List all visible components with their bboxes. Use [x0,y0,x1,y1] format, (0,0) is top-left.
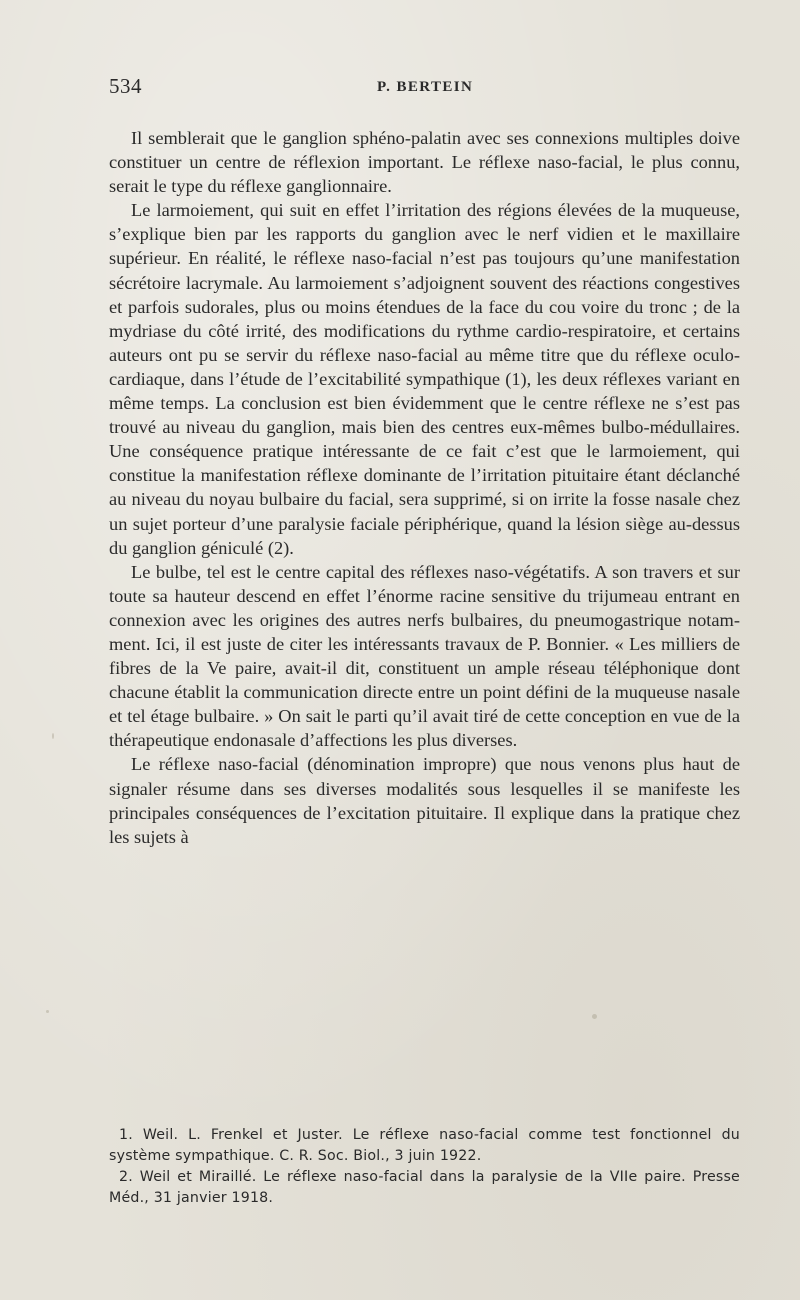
page-number: 534 [109,74,142,98]
paragraph-2: Le larmoiement, qui suit en effet l’irritation des régions élevées de la muqueuse, s’explique bien par les rapports du ganglion avec le nerf vidien et le maxillaire supérieur. En réalité, le réflexe naso-facial n’est pas toujours qu’une manifestation sécrétoire lacrymale. Au larmoiement s’adjoignent souvent des réactions congestives et parfois sudorales, plus ou moins étendues de la face du cou voire du tronc ; de la mydriase du côté irrité, des modifications du rythme cardio-respiratoire, et certains auteurs ont pu se servir du réflexe naso-facial au même titre que du réflexe oculo-cardiaque, dans l’étude de l’excitabilité sympathique (1), les deux réflexes variant en même temps. La conclusion est bien évidemment que le centre réflexe ne s’est pas trouvé au niveau du ganglion, mais bien des centres eux-mêmes bulbo-médullaires. Une conséquence pratique intéressante de ce fait c’est que le larmoiement, qui constitue la manifestation réflexe dominante de l’irritation pituitaire étant déclanché au niveau du noyau bulbaire du facial, sera supprimé, si on irrite la fosse nasale chez un sujet porteur d’une paralysie faciale périphérique, quand la lésion siège au-dessus du ganglion géniculé (2). [109,200,740,558]
paper-speck [46,1010,49,1013]
running-head: P. BERTEIN [377,79,474,95]
paper-speck [52,733,54,739]
paragraph-1: Il semblerait que le ganglion sphéno-palatin avec ses connexions multiples doive constituer un centre de réflexion important. Le réflexe naso-facial, le plus connu, serait le type du réflexe ganglionnaire. [109,128,740,197]
page-header [109,74,740,104]
footnote-2: 2. Weil et Miraillé. Le réflexe naso-facial dans la paralysie de la VIIe paire. Presse Méd., 31 janvier 1918. [109,1169,740,1206]
paragraph-4: Le réflexe naso-facial (dénomination impropre) que nous venons plus haut de signaler résume dans ses diverses modalités sous lesquelles il se manifeste les principales conséquences de l’excitation pituitaire. Il explique dans la pratique chez les sujets à [109,754,740,847]
paragraph-3: Le bulbe, tel est le centre capital des réflexes naso-végétatifs. A son travers et sur toute sa hauteur descend en effet l’énorme racine sensitive du trijumeau entrant en connexion avec les origines des autres nerfs bulbaires, du pneumogastrique notamment. Ici, il est juste de citer les intéressants travaux de P. Bonnier. « Les milliers de fibres de la Ve paire, avait-il dit, constituent un ample réseau téléphonique dont chacune établit la communication directe entre un point défini de la muqueuse nasale et tel étage bulbaire. » On sait le parti qu’il avait tiré de cette conception en vue de la thérapeutique endonasale d’affections les plus diverses. [109,561,740,751]
footnote-1: 1. Weil. L. Frenkel et Juster. Le réflexe naso-facial comme test fonctionnel du système sympathique. C. R. Soc. Biol., 3 juin 1922. [109,1127,740,1164]
body-text [109,126,740,849]
footnotes [109,1125,740,1209]
paper-speck [592,1014,597,1019]
